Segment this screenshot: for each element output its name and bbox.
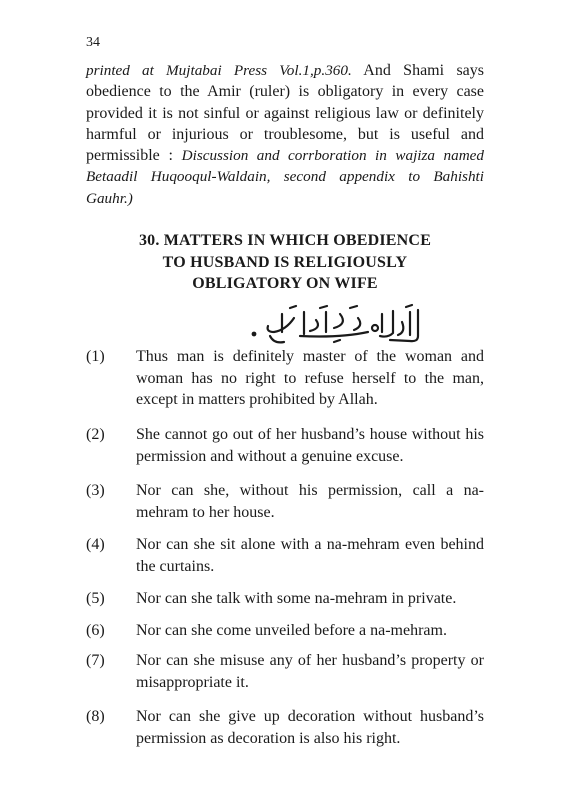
item-text: Nor can she misuse any of her husband’s property or misappropriate it. bbox=[136, 652, 484, 691]
item-text: Thus man is definitely master of the woman and woman has no right to refuse herself to the man, except in matters prohibited by Allah. bbox=[136, 348, 484, 408]
item-text: Nor can she give up decoration without husband’s permission as decoration is also his right. bbox=[136, 708, 484, 747]
heading-line-1: 30. MATTERS IN WHICH OBEDIENCE bbox=[138, 232, 432, 249]
source-citation: printed at Mujtabai Press Vol.1,p.360. bbox=[86, 62, 352, 79]
intro-body: And Shami says obedience to the Amir (ruler) is obligatory in every case provided it is not sinful or against religious law or definitely harmful or injurious or troublesome, but is useful and permissible : bbox=[86, 62, 484, 165]
item-number: (3) bbox=[86, 482, 105, 499]
heading-line-2: TO HUSBAND IS RELIGIOUSLY bbox=[162, 253, 408, 271]
heading-line-3: OBLIGATORY ON WIFE bbox=[192, 275, 378, 292]
item-number: (1) bbox=[86, 348, 105, 365]
discussion-citation: Discussion and corrboration in wajiza named Betaadil Huqooqul-Waldain, second appendix to Bahishti Gauhr.) bbox=[86, 147, 484, 207]
item-text: Nor can she talk with some na-mehram in private. bbox=[136, 590, 457, 607]
item-number: (6) bbox=[86, 622, 105, 639]
arabic-calligraphy bbox=[230, 302, 450, 348]
arabic-calligraphy-image bbox=[230, 302, 450, 348]
item-number: (7) bbox=[86, 652, 105, 669]
item-number: (5) bbox=[86, 590, 105, 607]
page-number: 34 bbox=[86, 35, 100, 50]
item-number: (8) bbox=[86, 708, 105, 725]
item-text: Nor can she sit alone with a na-mehram even behind the curtains. bbox=[136, 536, 484, 575]
item-number: (2) bbox=[86, 426, 105, 443]
item-text: She cannot go out of her husband’s house without his permission and without a genuine excuse. bbox=[136, 426, 484, 465]
item-text: Nor can she, without his permission, call a na-mehram to her house. bbox=[136, 482, 484, 521]
intro-paragraph bbox=[86, 60, 484, 209]
item-number: (4) bbox=[86, 536, 105, 553]
section-heading bbox=[86, 230, 484, 295]
item-text: Nor can she come unveiled before a na-mehram. bbox=[136, 622, 447, 639]
